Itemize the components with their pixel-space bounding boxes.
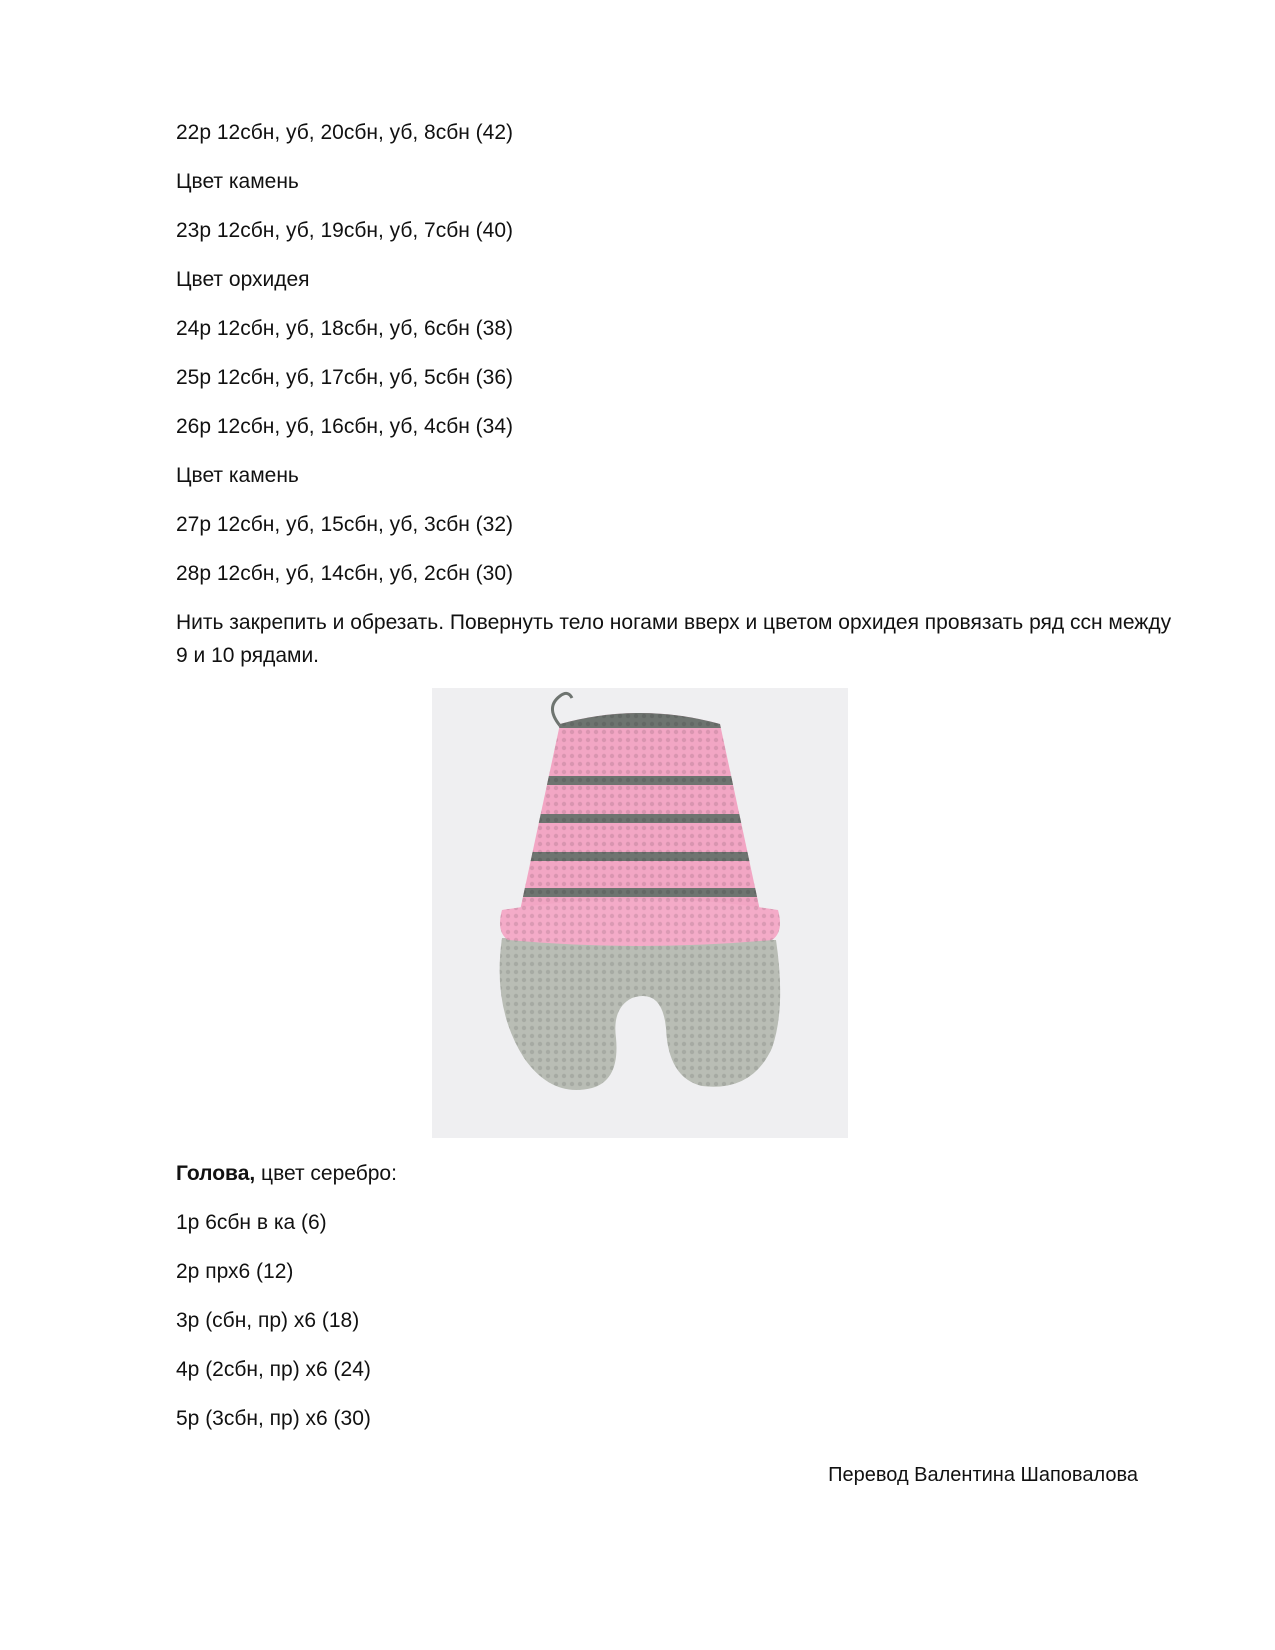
head-row-5: 5р (3сбн, пр) х6 (30) (176, 1407, 371, 1430)
head-row-4: 4р (2сбн, пр) х6 (24) (176, 1358, 371, 1381)
color-note-stone: Цвет камень (176, 464, 299, 487)
head-row-1: 1р 6сбн в ка (6) (176, 1211, 327, 1234)
pattern-row-25: 25р 12сбн, уб, 17сбн, уб, 5сбн (36) (176, 366, 514, 389)
head-title-rest: цвет серебро: (255, 1162, 397, 1185)
pattern-row-26: 26р 12сбн, уб, 16сбн, уб, 4сбн (34) (176, 415, 514, 438)
color-note-stone: Цвет камень (176, 170, 299, 193)
head-row-3: 3р (сбн, пр) х6 (18) (176, 1309, 360, 1332)
finishing-instruction: Нить закрепить и обрезать. Повернуть тело ногами вверх и цветом орхидея провязать ряд ссн между 9 и 10 рядами. (176, 611, 1172, 667)
pattern-row-24: 24р 12сбн, уб, 18сбн, уб, 6сбн (38) (176, 317, 514, 340)
pattern-row-28: 28р 12сбн, уб, 14сбн, уб, 2сбн (30) (176, 562, 514, 585)
pattern-row-27: 27р 12сбн, уб, 15сбн, уб, 3сбн (32) (176, 513, 514, 536)
head-section-title (176, 1157, 397, 1190)
head-title-bold: Голова, (176, 1162, 256, 1185)
translator-credit: Перевод Валентина Шаповалова (828, 1464, 1138, 1486)
striped-body (432, 688, 848, 928)
pattern-row-23: 23р 12сбн, уб, 19сбн, уб, 7сбн (40) (176, 219, 514, 242)
pattern-row-22: 22р 12сбн, уб, 20сбн, уб, 8сбн (42) (176, 121, 514, 144)
color-note-orchid: Цвет орхидея (176, 268, 310, 291)
head-row-2: 2р прх6 (12) (176, 1260, 294, 1283)
crochet-body-photo (432, 688, 848, 1138)
